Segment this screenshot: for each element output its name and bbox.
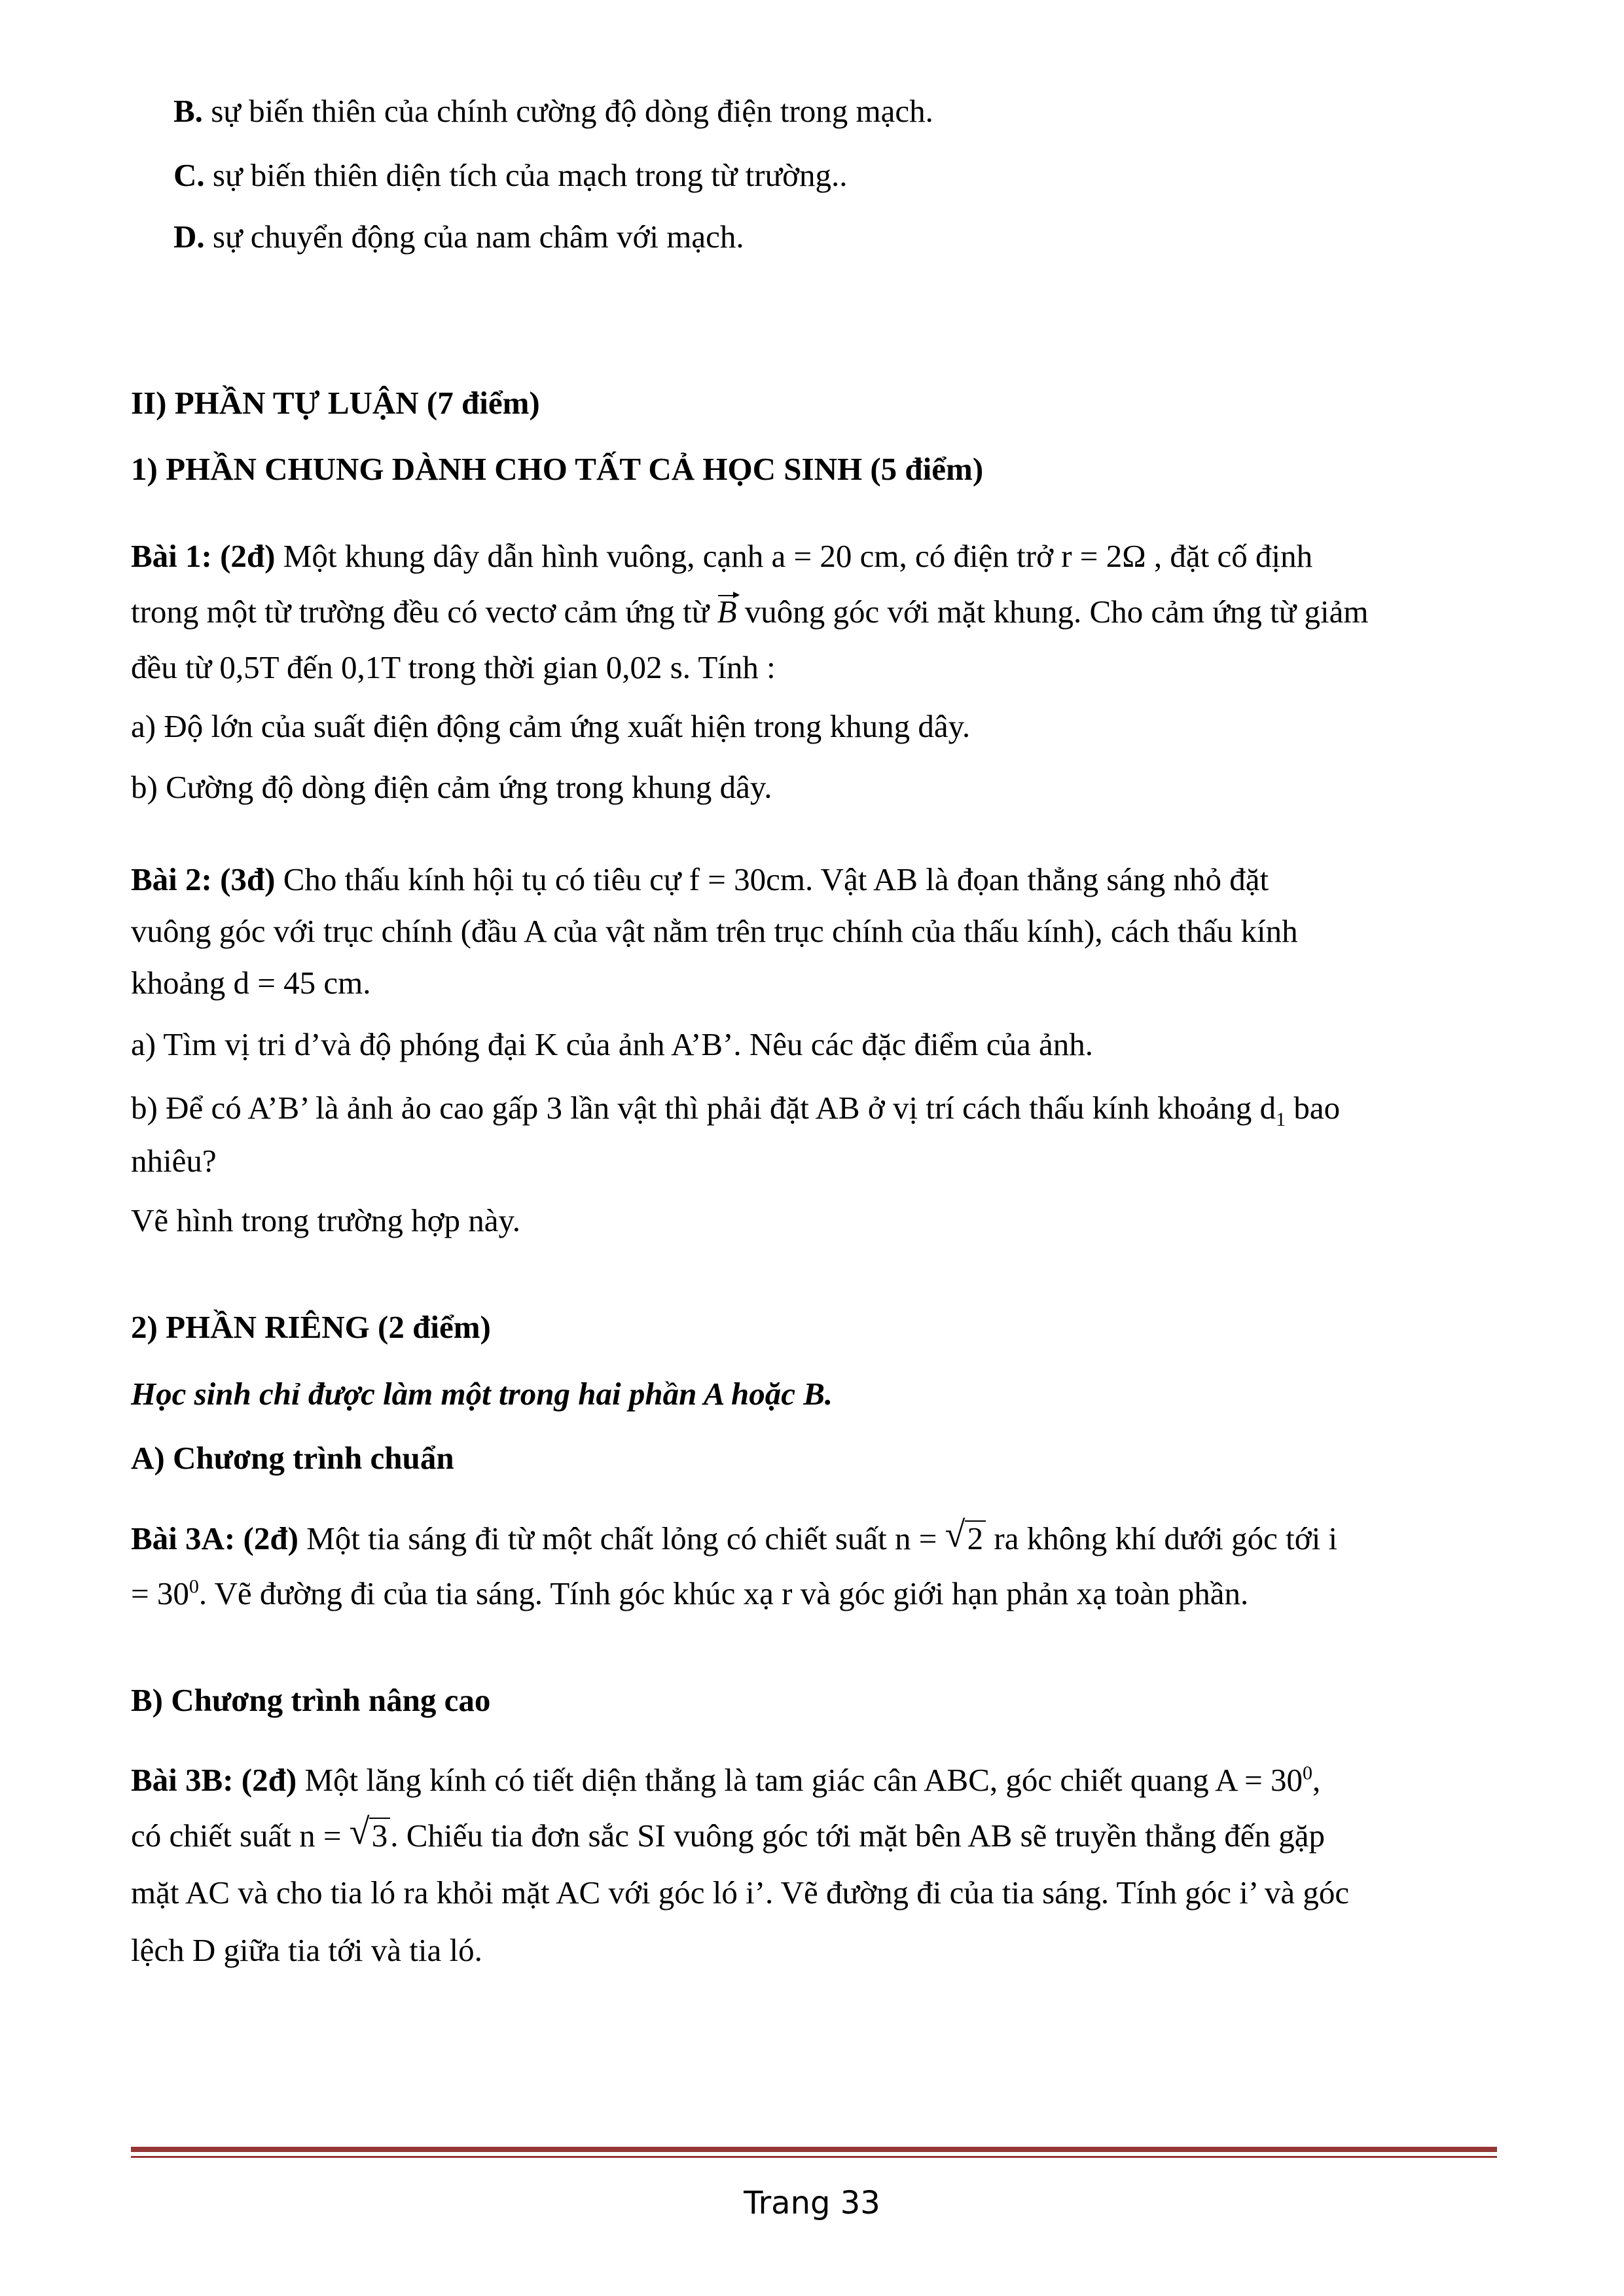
bai2-line-3: khoảng d = 45 cm. <box>131 965 371 1001</box>
vector-b-symbol: B <box>717 592 737 632</box>
subsection-b-title: B) Chương trình nâng cao <box>131 1682 491 1718</box>
bai2-question-b-line-1: b) Để có A’B’ là ảnh ảo cao gấp 3 lần vật thì phải đặt AB ở vị trí cách thấu kính khoảng $d_1$ bao <box>131 1090 1341 1130</box>
bai1-line-1: Bài 1: (2đ) Một khung dây dẫn hình vuông, cạnh a = 20 cm, có điện trở r = 2Ω , đặt cố định <box>131 538 1313 574</box>
sqrt-2-expression: √ 2 <box>945 1519 986 1558</box>
footer-rule-thin <box>131 2156 1497 2158</box>
section-title-common: 1) PHẦN CHUNG DÀNH CHO TẤT CẢ HỌC SINH (5 điểm) <box>131 451 984 487</box>
option-b: B. sự biến thiên của chính cường độ dòng điện trong mạch. <box>173 93 933 129</box>
bai3b-line-2: có chiết suất n = √ 3. Chiếu tia đơn sắc SI vuông góc tới mặt bên AB sẽ truyền thẳng đến gặp <box>131 1816 1325 1856</box>
sqrt-3-expression: √ 3 <box>350 1816 391 1856</box>
bai1-line-2: trong một từ trường đều có vectơ cảm ứng từ B vuông góc với mặt khung. Cho cảm ứng từ giảm <box>131 592 1369 632</box>
section-title-essay: II) PHẦN TỰ LUẬN (7 điểm) <box>131 385 540 421</box>
footer-rule-thick <box>131 2147 1497 2152</box>
section-rieng-note: Học sinh chỉ được làm một trong hai phần A hoặc B. <box>131 1376 833 1412</box>
option-c: C. sự biến thiên diện tích của mạch trong từ trường.. <box>173 157 848 193</box>
bai3b-line-3: mặt AC và cho tia ló ra khỏi mặt AC với góc ló i’. Vẽ đường đi của tia sáng. Tính góc i’ và góc <box>131 1874 1350 1910</box>
bai2-question-b-line-2: nhiêu? <box>131 1143 217 1179</box>
bai3a-line-1: Bài 3A: (2đ) Một tia sáng đi từ một chất lỏng có chiết suất n = √ 2 ra không khí dưới góc tới i <box>131 1519 1337 1558</box>
bai1-line-3: đều từ 0,5T đến 0,1T trong thời gian 0,02 s. Tính : <box>131 649 776 685</box>
bai1-question-a: a) Độ lớn của suất điện động cảm ứng xuất hiện trong khung dây. <box>131 708 971 744</box>
bai3a-line-2: = $30^0$. Vẽ đường đi của tia sáng. Tính góc khúc xạ r và góc giới hạn phản xạ toàn phần. <box>131 1575 1249 1611</box>
bai3b-line-1: Bài 3B: (2đ) Một lăng kính có tiết diện thẳng là tam giác cân ABC, góc chiết quang $A = 30^0$, <box>131 1762 1321 1798</box>
page-number: Trang 33 <box>744 2185 880 2221</box>
bai2-question-b-line-3: Vẽ hình trong trường hợp này. <box>131 1202 521 1238</box>
bai2-line-1: Bài 2: (3đ) Cho thấu kính hội tụ có tiêu cự f = 30cm. Vật AB là đọan thẳng sáng nhỏ đặt <box>131 861 1269 897</box>
bai3b-line-4: lệch D giữa tia tới và tia ló. <box>131 1932 482 1968</box>
bai2-line-2: vuông góc với trục chính (đầu A của vật nằm trên trục chính của thấu kính), cách thấu kính <box>131 913 1298 949</box>
section-title-rieng: 2) PHẦN RIÊNG (2 điểm) <box>131 1309 491 1345</box>
subsection-a-title: A) Chương trình chuẩn <box>131 1440 454 1476</box>
option-d: D. sự chuyển động của nam châm với mạch. <box>173 219 744 255</box>
bai1-question-b: b) Cường độ dòng điện cảm ứng trong khung dây. <box>131 769 772 805</box>
bai2-question-a: a) Tìm vị tri d’và độ phóng đại K của ảnh A’B’. Nêu các đặc điểm của ảnh. <box>131 1026 1093 1062</box>
